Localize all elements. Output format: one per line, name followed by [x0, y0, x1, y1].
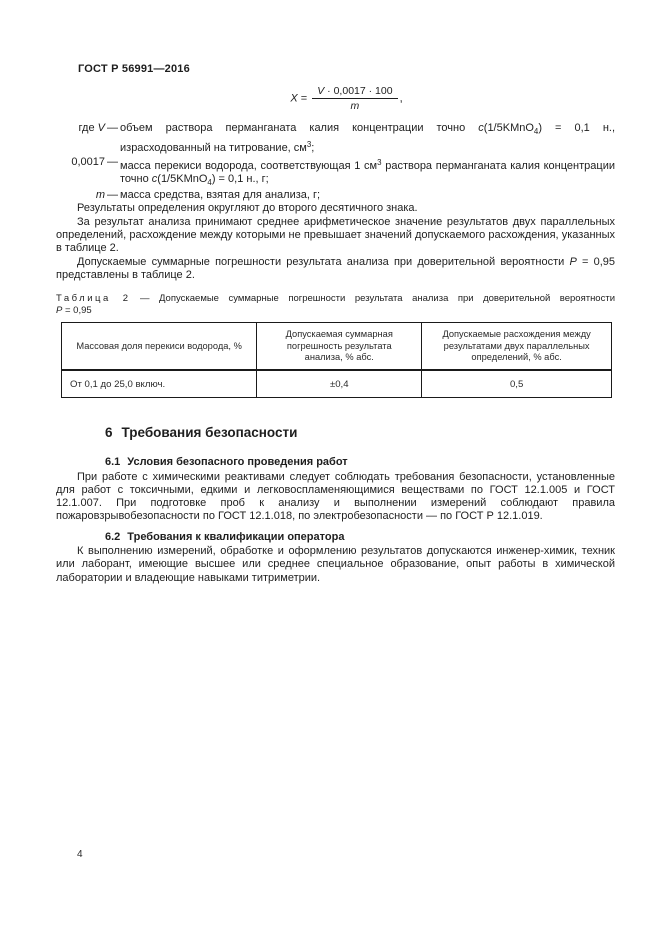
- symbol-definition-text: объем раствора перманганата калия концентрации точно c(1/5KMnO$_4$) = 0,1 н., израсходованный на титрование, $см^3$;: [120, 122, 616, 155]
- formula-denominator: m: [350, 100, 360, 112]
- paragraph-result: За результат анализа принимают среднее арифметическое значение результатов двух параллельных определений, расхождение между которыми не превышает значений допускаемого расхождения, указанных в таблице 2.: [56, 215, 615, 255]
- table-caption: [56, 293, 615, 317]
- symbol-term: m: [95, 189, 105, 202]
- subsection-number: 6.2: [105, 530, 121, 543]
- table-cell: От 0,1 до 25,0 включ.: [62, 370, 257, 398]
- symbol-definition-text: масса перекиси водорода, соответствующая 1 $см^3$ раствора перманганата калия концентрации точно c(1/5KMnO$_4$) = 0,1 н., г;: [120, 157, 615, 187]
- paragraph-tolerance: Допускаемые суммарные погрешности результата анализа при доверительной вероятности P = 0,95 представлены в таблице 2.: [56, 255, 615, 281]
- table-header-cell: Массовая доля перекиси водорода, %: [62, 323, 257, 371]
- subsection-title: Условия безопасного проведения работ: [127, 456, 348, 469]
- formula-numerator: V · 0,0017 · 100: [312, 85, 397, 99]
- section-6-heading: [105, 425, 615, 441]
- symbol-definition-item: [56, 189, 615, 202]
- formula-trailing-comma: ,: [399, 92, 403, 105]
- definition-dash: —: [107, 122, 118, 134]
- paragraph-rounding: Результаты определения округляют до второго десятичного знака.: [77, 202, 418, 215]
- definition-dash: —: [107, 189, 118, 202]
- definition-dash: —: [107, 155, 118, 168]
- section-6-1-body: При работе с химическими реактивами следует соблюдать требования безопасности, установленные для работ с токсичными, едкими и легковоспламеняющимися веществами по ГОСТ 12.1.005 и ГОСТ 12.1.007. При подготовке проб к анализу и выполнении измерений соблюдают правила пожаровзрывобезопасности по ГОСТ 12.1.018, по электробезопасности — по ГОСТ Р 12.1.019.: [56, 470, 615, 523]
- symbol-term: где V: [78, 122, 105, 134]
- formula-x: [56, 85, 615, 119]
- symbol-term: 0,0017: [71, 155, 105, 168]
- table-header-cell: Допускаемые расхождения между результатами двух параллельных определений, % абс.: [422, 323, 612, 371]
- symbol-definitions: [56, 122, 615, 202]
- table-caption-line1: Таблица 2 — Допускаемые суммарные погрешности результата анализа при доверительной вероятности: [56, 293, 616, 305]
- symbol-definition-item: [56, 156, 615, 190]
- running-header: ГОСТ Р 56991—2016: [78, 63, 190, 75]
- section-6-2-heading: [105, 531, 615, 544]
- table-2: [61, 322, 612, 398]
- page-number: 4: [77, 849, 83, 860]
- formula-fraction: [312, 85, 397, 112]
- symbol-definition-item: [56, 122, 615, 156]
- table-2-header-row: [62, 323, 612, 371]
- section-6-2-body: К выполнению измерений, обработке и оформлению результатов допускаются инженер-химик, техник или лаборант, имеющие высшее или среднее специальное образование, опыт работы в химической лаборатории и владеющие навыками титриметрии.: [56, 545, 615, 584]
- subsection-title: Требования к квалификации оператора: [127, 530, 345, 543]
- formula-lhs: X =: [290, 92, 311, 105]
- section-6-1-heading: [105, 456, 615, 469]
- table-caption-line2: P = 0,95: [56, 305, 92, 317]
- table-cell: 0,5: [422, 370, 612, 398]
- table-row: [62, 370, 612, 398]
- section-number: 6: [105, 425, 113, 441]
- section-title: Требования безопасности: [121, 425, 298, 441]
- subsection-number: 6.1: [105, 456, 121, 469]
- symbol-definition-text: масса средства, взятая для анализа, г;: [120, 189, 321, 202]
- table-header-cell: Допускаемая суммарная погрешность результата анализа, % абс.: [257, 323, 422, 371]
- table-cell: ±0,4: [257, 370, 422, 398]
